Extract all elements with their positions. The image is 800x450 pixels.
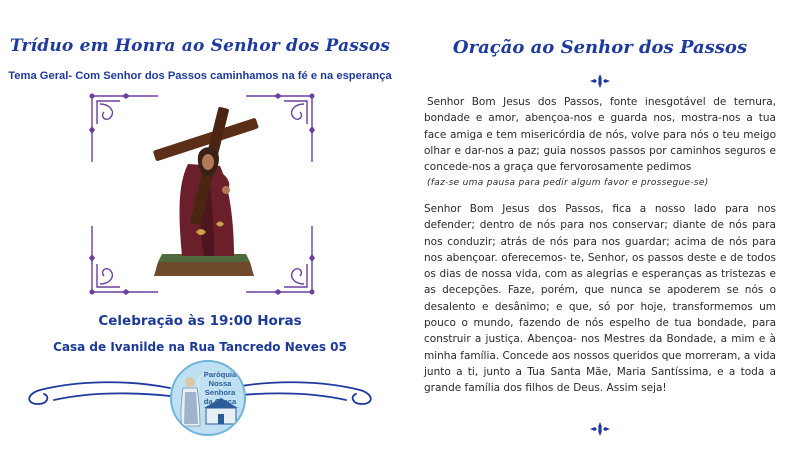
theme-subtitle: Tema Geral- Com Senhor dos Passos caminhamos na fé e na esperança [8,70,392,82]
fleur-ornament-top [590,74,610,88]
fleur-ornament-bottom [590,422,610,436]
prayer-paragraph-1: Senhor Bom Jesus dos Passos, fonte inesgotável de ternura, bondade e amor, abençoa-nos e guarda nos, mostra-nos a tua face amiga e tem misericórdia de nós, volve para nós o teu meigo olhar e dar-nos a paz; guia nossos passos por caminhos seguros e concede-nos a graça que fervorosamente pedimos (faz-se uma pausa para pedir algum favor e prossegue-se) [424,94,776,192]
parish-logo [170,360,246,436]
logo-text: Paróquia Nossa Senhora da Graça [203,370,237,406]
celebration-place: Casa de Ivanilde na Rua Tancredo Neves 05 [53,340,347,354]
celebration-time: Celebração às 19:00 Horas [98,313,302,329]
prayer-paragraph-2: Senhor Bom Jesus dos Passos, fica a nosso lado para nos defender; dentro de nós para nos conservar; diante de nós para nos conduzir; atrás de nós para nos guardar; acima de nós para nos abençoar. oferecemos- te, Senhor, os passos deste e de todos os dias de nossa vida, com as alegrias e esperanças as tristezas e as decepções. Faze, porém, que nunca se apoderem se nós o desalento e desânimo; e que, só por hoje, transformemos um pouco o mundo, fazendo de nós espelho de tua bondade, para construir a justiça. Abençoa- nos Mestres da Bondade, a mim e à minha família. Concede aos nossos queridos que morreram, a vida junto a ti, junto a Tua Santa Mãe, Maria Santíssima, e a toda a grande família dos filhos de Deus. Assim seja! [424,203,776,395]
triduo-title: Tríduo em Honra ao Senhor dos Passos [9,36,391,56]
prayer-pause-note: (faz-se uma pausa para pedir algum favor e prossegue-se) [427,178,709,189]
prayer-title: Oração ao Senhor dos Passos [452,37,748,58]
senhor-dos-passos-statue [142,104,266,284]
right-panel [400,0,800,450]
